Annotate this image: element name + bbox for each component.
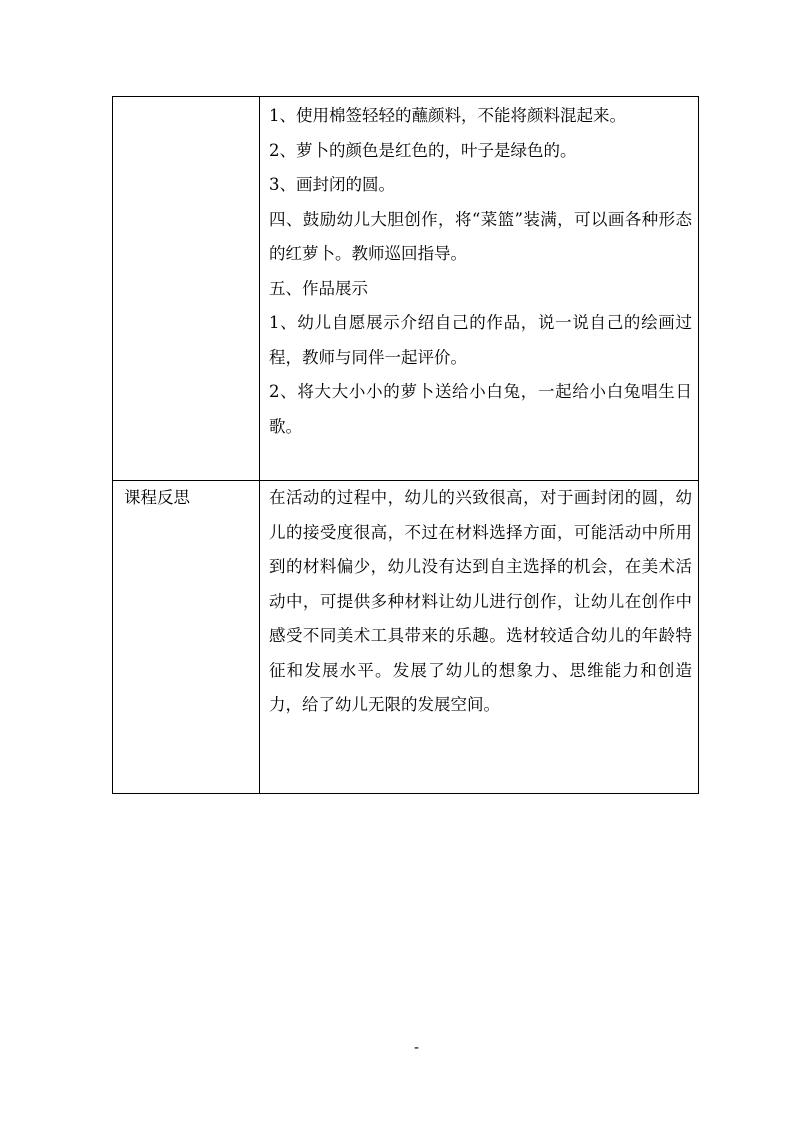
step-paragraph: 四、鼓励幼儿大胆创作，将“菜篮”装满，可以画各种形态的红萝卜。教师巡回指导。 [269, 209, 692, 263]
row2-label-cell [113, 481, 260, 794]
step-paragraph: 2、萝卜的颜色是红色的，叶子是绿色的。 [269, 140, 577, 160]
table-row [113, 97, 699, 481]
page-number-mark: - [414, 1040, 420, 1056]
course-reflection-text [260, 481, 698, 723]
step-paragraph: 3、画封闭的圆。 [269, 175, 395, 194]
step-paragraph: 1、幼儿自愿展示介绍自己的作品，说一说自己的绘画过程，教师与同伴一起评价。 [269, 313, 692, 367]
row1-content-cell [260, 97, 699, 481]
section-heading: 五、作品展示 [269, 278, 368, 298]
reflection-paragraph: 在活动的过程中，幼儿的兴致很高，对于画封闭的圆，幼儿的接受度很高，不过在材料选择方面，可能活动中所用到的材料偏少，幼儿没有达到自主选择的机会，在美术活动中，可提供多种材料让幼儿进行创作，让幼儿在创作中感受不同美术工具带来的乐趣。选材较适合幼儿的年龄特征和发展水平。发展了幼儿的想象力、思维能力和创造力，给了幼儿无限的发展空间。 [269, 488, 692, 714]
activity-steps [260, 97, 698, 444]
row1-label-cell [113, 97, 260, 481]
table-row [113, 481, 699, 794]
lesson-plan-table [112, 96, 699, 794]
step-paragraph: 2、将大大小小的萝卜送给小白兔，一起给小白兔唱生日歌。 [269, 382, 692, 436]
row2-content-cell [260, 481, 699, 794]
step-paragraph: 1、使用棉签轻轻的蘸颜料，不能将颜料混起来。 [269, 106, 626, 125]
course-reflection-label: 课程反思 [124, 488, 190, 507]
